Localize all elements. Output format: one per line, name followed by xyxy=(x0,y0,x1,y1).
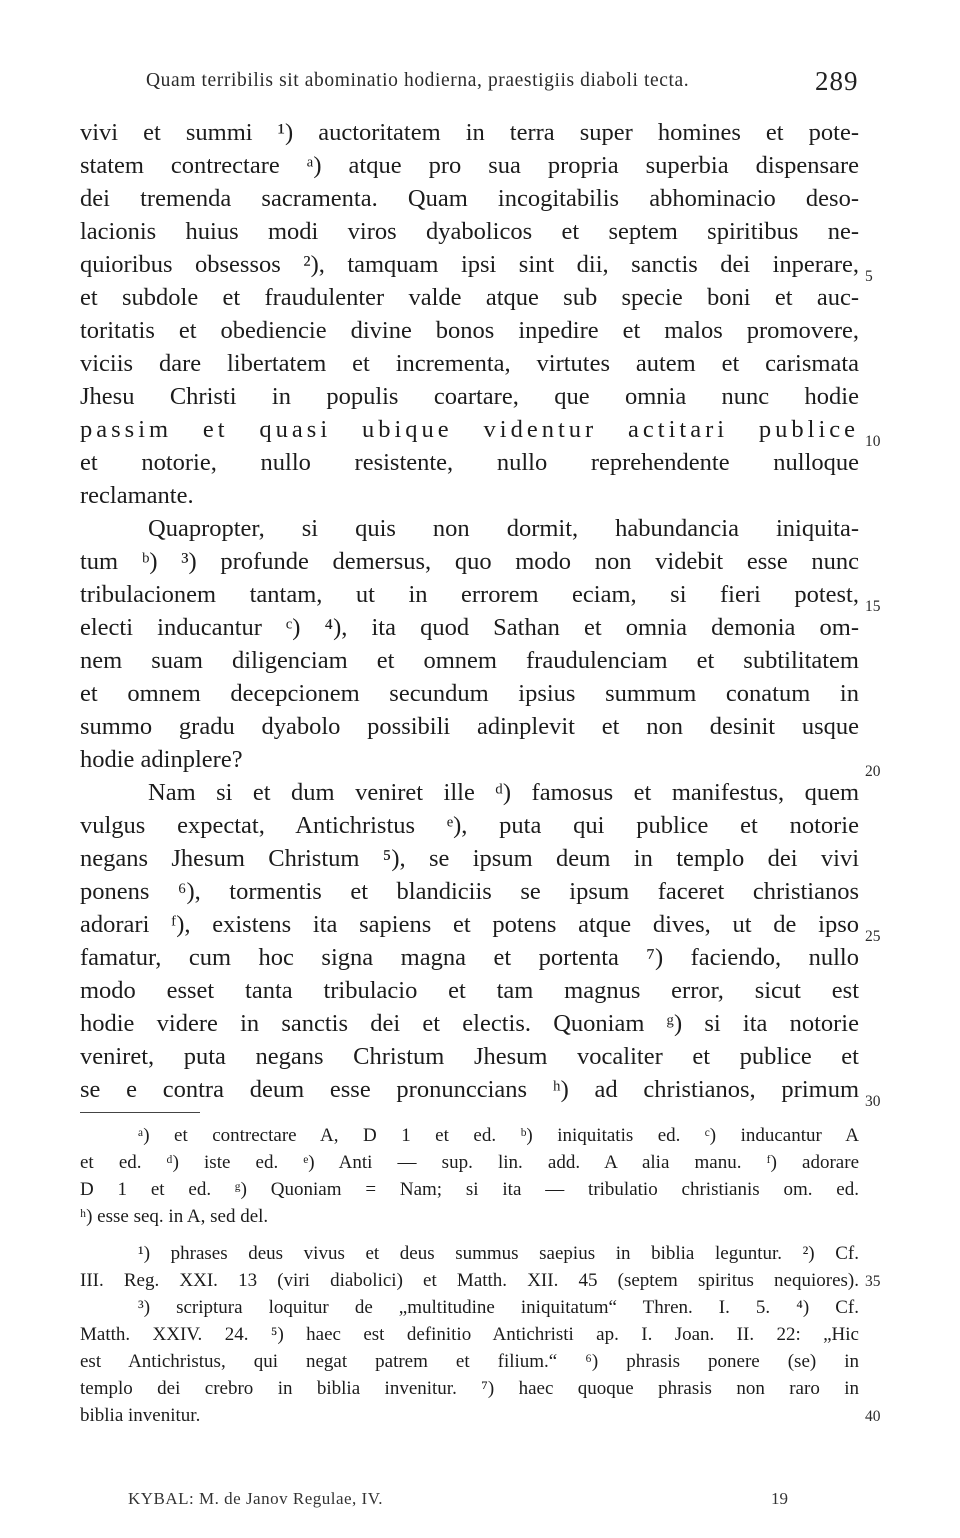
text-line: reclamante. xyxy=(80,482,194,509)
text-line: quioribus obsessos ²), tamquam ipsi sint dii, sanctis dei inperare, xyxy=(80,251,859,278)
text-line: nem suam diligenciam et omnem fraudulenciam et subtilitatem xyxy=(80,647,859,674)
line-number: 5 xyxy=(865,268,873,285)
note-line: templo dei crebro in biblia invenitur. ⁷) haec quoque phrasis non raro in xyxy=(80,1378,859,1399)
text-line: et omnem decepcionem secundum ipsius summum conatum in xyxy=(80,680,859,707)
line-number: 20 xyxy=(865,763,881,780)
note-line: est Antichristus, qui negat patrem et filium.“ ⁶) phrasis ponere (se) in xyxy=(80,1351,859,1372)
text-line: tribulacionem tantam, ut in errorem eciam, si fieri potest, xyxy=(80,581,859,608)
text-line: veniret, puta negans Christum Jhesum vocaliter et publice et xyxy=(80,1043,859,1070)
text-line: ponens ⁶), tormentis et blandiciis se ipsum faceret christianos xyxy=(80,878,859,905)
text-line: negans Jhesum Christum ⁵), se ipsum deum in templo dei vivi xyxy=(80,845,859,872)
page-number: 289 xyxy=(815,66,859,96)
text-line: Quapropter, si quis non dormit, habundancia iniquita- xyxy=(148,515,859,542)
text-line: et notorie, nullo resistente, nullo reprehendente nulloque xyxy=(80,449,859,476)
apparatus-line: ᵃ) et contrectare A, D 1 et ed. ᵇ) iniquitatis ed. ᶜ) inducantur A xyxy=(138,1125,859,1146)
note-line: ¹) phrases deus vivus et deus summus saepius in biblia leguntur. ²) Cf. xyxy=(138,1243,859,1264)
text-line: passim et quasi ubique videntur actitari publice xyxy=(80,416,859,443)
printer-signature xyxy=(0,1487,960,1517)
running-head xyxy=(0,60,960,106)
text-line: viciis dare libertatem et incrementa, virtutes autem et carismata xyxy=(80,350,859,377)
note-line: ³) scriptura loquitur de „multitudine iniquitatum“ Thren. I. 5. ⁴) Cf. xyxy=(138,1297,859,1318)
critical-apparatus xyxy=(80,1122,859,1230)
apparatus-line: ʰ) esse seq. in A, sed del. xyxy=(80,1206,269,1227)
text-line: hodie adinplere? xyxy=(80,746,243,773)
main-text xyxy=(80,116,859,1106)
line-number: 35 xyxy=(865,1273,881,1290)
text-line: statem contrectare ᵃ) atque pro sua propria superbia dispensare xyxy=(80,152,859,179)
running-head-title: Quam terribilis sit abominatio hodierna, praestigiis diaboli tecta. xyxy=(146,70,690,91)
text-line: vivi et summi ¹) auctoritatem in terra super homines et pote- xyxy=(80,119,859,146)
text-line: summo gradu dyabolo possibili adinplevit et non desinit usque xyxy=(80,713,859,740)
text-line: se e contra deum esse pronunccians ʰ) ad christianos, primum xyxy=(80,1076,859,1103)
note-line: Matth. XXIV. 24. ⁵) haec est definitio Antichristi ap. I. Joan. II. 22: „Hic xyxy=(80,1324,859,1345)
signature-text: KYBAL: M. de Janov Regulae, IV. xyxy=(128,1489,384,1508)
text-line: dei tremenda sacramenta. Quam incogitabilis abhominacio deso- xyxy=(80,185,859,212)
line-number: 15 xyxy=(865,598,881,615)
text-line: tum ᵇ) ³) profunde demersus, quo modo non videbit esse nunc xyxy=(80,548,859,575)
source-notes xyxy=(80,1240,859,1429)
text-line: vulgus expectat, Antichristus ᵉ), puta qui publice et notorie xyxy=(80,812,859,839)
note-line: biblia invenitur. xyxy=(80,1405,201,1426)
text-line: adorari ᶠ), existens ita sapiens et potens atque dives, ut de ipso xyxy=(80,911,859,938)
text-line: Jhesu Christi in populis coartare, que omnia nunc hodie xyxy=(80,383,859,410)
line-number: 25 xyxy=(865,928,881,945)
apparatus-line: D 1 et ed. ᵍ) Quoniam = Nam; si ita — tribulatio christianis om. ed. xyxy=(80,1179,859,1200)
line-number: 30 xyxy=(865,1093,881,1110)
apparatus-line: et ed. ᵈ) iste ed. ᵉ) Anti — sup. lin. add. A alia manu. ᶠ) adorare xyxy=(80,1152,859,1173)
line-number: 40 xyxy=(865,1408,881,1425)
text-line: Nam si et dum veniret ille ᵈ) famosus et manifestus, quem xyxy=(148,779,859,806)
signature-sheet-number: 19 xyxy=(771,1489,788,1508)
text-line: lacionis huius modi viros dyabolicos et septem spiritibus ne- xyxy=(80,218,859,245)
text-line: famatur, cum hoc signa magna et portenta ⁷) faciendo, nullo xyxy=(80,944,859,971)
text-line: et subdole et fraudulenter valde atque sub specie boni et auc- xyxy=(80,284,859,311)
note-line: III. Reg. XXI. 13 (viri diabolici) et Matth. XII. 45 (septem spiritus nequiores). xyxy=(80,1270,859,1291)
footnote-rule xyxy=(80,1112,200,1113)
text-line: hodie videre in sanctis dei et electis. Quoniam ᵍ) si ita notorie xyxy=(80,1010,859,1037)
text-line: modo esset tanta tribulacio et tam magnus error, sicut est xyxy=(80,977,859,1004)
text-line: toritatis et obediencie divine bonos inpedire et malos promovere, xyxy=(80,317,859,344)
line-number: 10 xyxy=(865,433,881,450)
text-line: electi inducantur ᶜ) ⁴), ita quod Sathan et omnia demonia om- xyxy=(80,614,859,641)
